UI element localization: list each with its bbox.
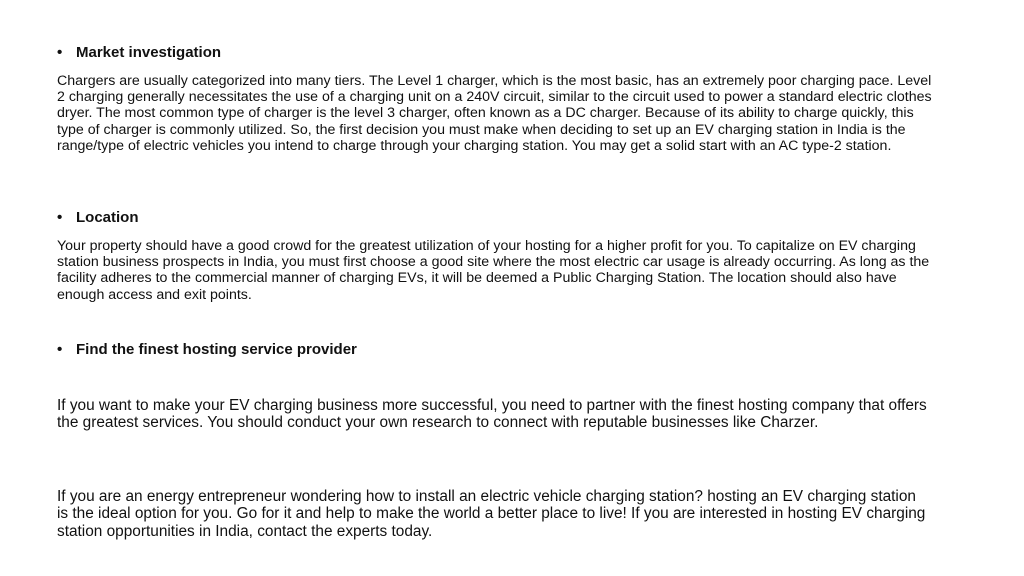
slide-content	[57, 0, 937, 576]
market-investigation-paragraph: Chargers are usually categorized into many tiers. The Level 1 charger, which is the most basic, has an extremely poor charging pace. Level 2 charging generally necessitates the use of a charging unit on a 240V circuit, similar to the circuit used to power a standard electric clothes dryer. The most common type of charger is the level 3 charger, often known as a DC charger. Because of its ability to charge quickly, this type of charger is commonly utilized. So, the first decision you must make when deciding to set up an EV charging station in India is the range/type of electric vehicles you intend to charge through your charging station. You may get a solid start with an AC type-2 station.	[57, 73, 932, 154]
bullet-icon: •	[57, 44, 63, 61]
bullet-icon: •	[57, 341, 63, 358]
closing-paragraph: If you are an energy entrepreneur wondering how to install an electric vehicle charging station? hosting an EV charging station is the ideal option for you. Go for it and help to make the world a better place to live! If you are interested in hosting EV charging station opportunities in India, contact the experts today.	[57, 488, 926, 540]
location-paragraph: Your property should have a good crowd for the greatest utilization of your hosting for a higher profit for you. To capitalize on EV charging station business prospects in India, you must first choose a good site where the most electric car usage is already occurring. As long as the facility adheres to the commercial manner of charging EVs, it will be deemed a Public Charging Station. The location should also have enough access and exit points.	[57, 238, 930, 303]
section-heading-location	[57, 209, 139, 227]
hosting-provider-paragraph: If you want to make your EV charging business more successful, you need to partner with the finest hosting company that offers the greatest services. You should conduct your own research to connect with reputable businesses like Charzer.	[57, 397, 927, 432]
section-heading-market-investigation	[57, 44, 221, 62]
section-heading-hosting-provider	[57, 341, 357, 359]
heading-text: Find the finest hosting service provider	[76, 341, 357, 358]
heading-text: Location	[76, 209, 139, 226]
bullet-icon: •	[57, 209, 63, 226]
heading-text: Market investigation	[76, 44, 222, 61]
